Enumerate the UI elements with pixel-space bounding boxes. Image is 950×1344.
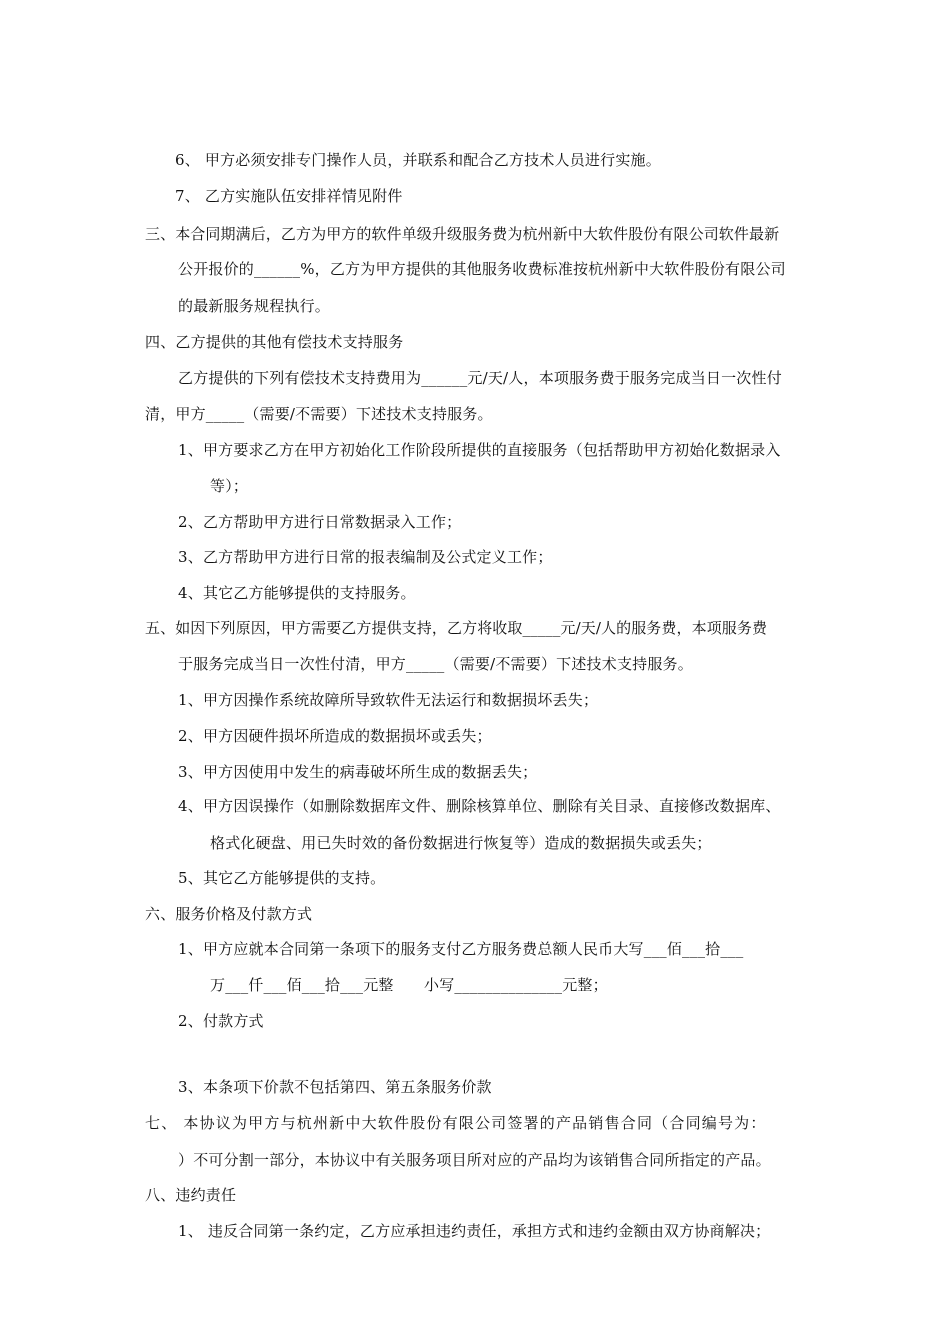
section-6-item-3: 3、本条项下价款不包括第四、第五条服务价款 (178, 1078, 492, 1096)
section-4-paragraph-line-2: 清，甲方_____（需要/不需要）下述技术支持服务。 (145, 405, 493, 423)
section-5-item-4-cont: 格式化硬盘、用已失时效的备份数据进行恢复等）造成的数据损失或丢失； (210, 834, 712, 852)
section-4-item-1-cont: 等）； (210, 477, 249, 495)
section-6-item-1-cont: 万___仟___佰___拾___元整 小写______________元整； (210, 976, 608, 994)
section-5-heading: 五、如因下列原因，甲方需要乙方提供支持，乙方将收取_____元/天/人的服务费，本项服务费 (145, 619, 768, 637)
section-4-item-3: 3、乙方帮助甲方进行日常的报表编制及公式定义工作； (178, 548, 553, 566)
section-6-item-2: 2、付款方式 (178, 1012, 264, 1030)
section-8-heading: 八、违约责任 (145, 1186, 237, 1204)
section-5-item-3: 3、甲方因使用中发生的病毒破坏所生成的数据丢失； (178, 763, 538, 781)
section-4-item-2: 2、乙方帮助甲方进行日常数据录入工作； (178, 513, 462, 531)
section-7-heading: 七、 本协议为甲方与杭州新中大软件股份有限公司签署的产品销售合同（合同编号为： (145, 1114, 767, 1132)
section-3-line-2: 公开报价的______%，乙方为甲方提供的其他服务收费标准按杭州新中大软件股份有限公司 (178, 260, 786, 278)
section-4-paragraph-line-1: 乙方提供的下列有偿技术支持费用为______元/天/人，本项服务费于服务完成当日一次性付 (178, 369, 782, 387)
section-5-item-1: 1、甲方因操作系统故障所导致软件无法运行和数据损坏丢失； (178, 691, 599, 709)
section-3-heading: 三、本合同期满后，乙方为甲方的软件单级升级服务费为杭州新中大软件股份有限公司软件最新 (145, 225, 780, 243)
clause-item-6: 6、 甲方必须安排专门操作人员，并联系和配合乙方技术人员进行实施。 (175, 151, 661, 169)
section-4-item-1: 1、甲方要求乙方在甲方初始化工作阶段所提供的直接服务（包括帮助甲方初始化数据录入 (178, 441, 781, 459)
section-4-heading: 四、乙方提供的其他有偿技术支持服务 (145, 333, 404, 351)
section-8-item-1: 1、 违反合同第一条约定，乙方应承担违约责任，承担方式和违约金额由双方协商解决； (178, 1222, 771, 1240)
section-4-item-4: 4、其它乙方能够提供的支持服务。 (178, 584, 416, 602)
section-7-line-2: ）不可分割一部分，本协议中有关服务项目所对应的产品均为该销售合同所指定的产品。 (178, 1151, 771, 1169)
section-6-heading: 六、服务价格及付款方式 (145, 905, 313, 923)
clause-item-7: 7、 乙方实施队伍安排祥情见附件 (175, 187, 403, 205)
section-5-line-2: 于服务完成当日一次性付清，甲方_____（需要/不需要）下述技术支持服务。 (178, 655, 693, 673)
section-5-item-4: 4、甲方因误操作（如删除数据库文件、删除核算单位、删除有关目录、直接修改数据库、 (178, 797, 781, 815)
section-6-item-1: 1、甲方应就本合同第一条项下的服务支付乙方服务费总额人民币大写___佰___拾___ (178, 940, 744, 958)
section-3-line-3: 的最新服务规程执行。 (178, 297, 331, 315)
section-5-item-5: 5、其它乙方能够提供的支持。 (178, 869, 386, 887)
section-5-item-2: 2、甲方因硬件损坏所造成的数据损坏或丢失； (178, 727, 492, 745)
